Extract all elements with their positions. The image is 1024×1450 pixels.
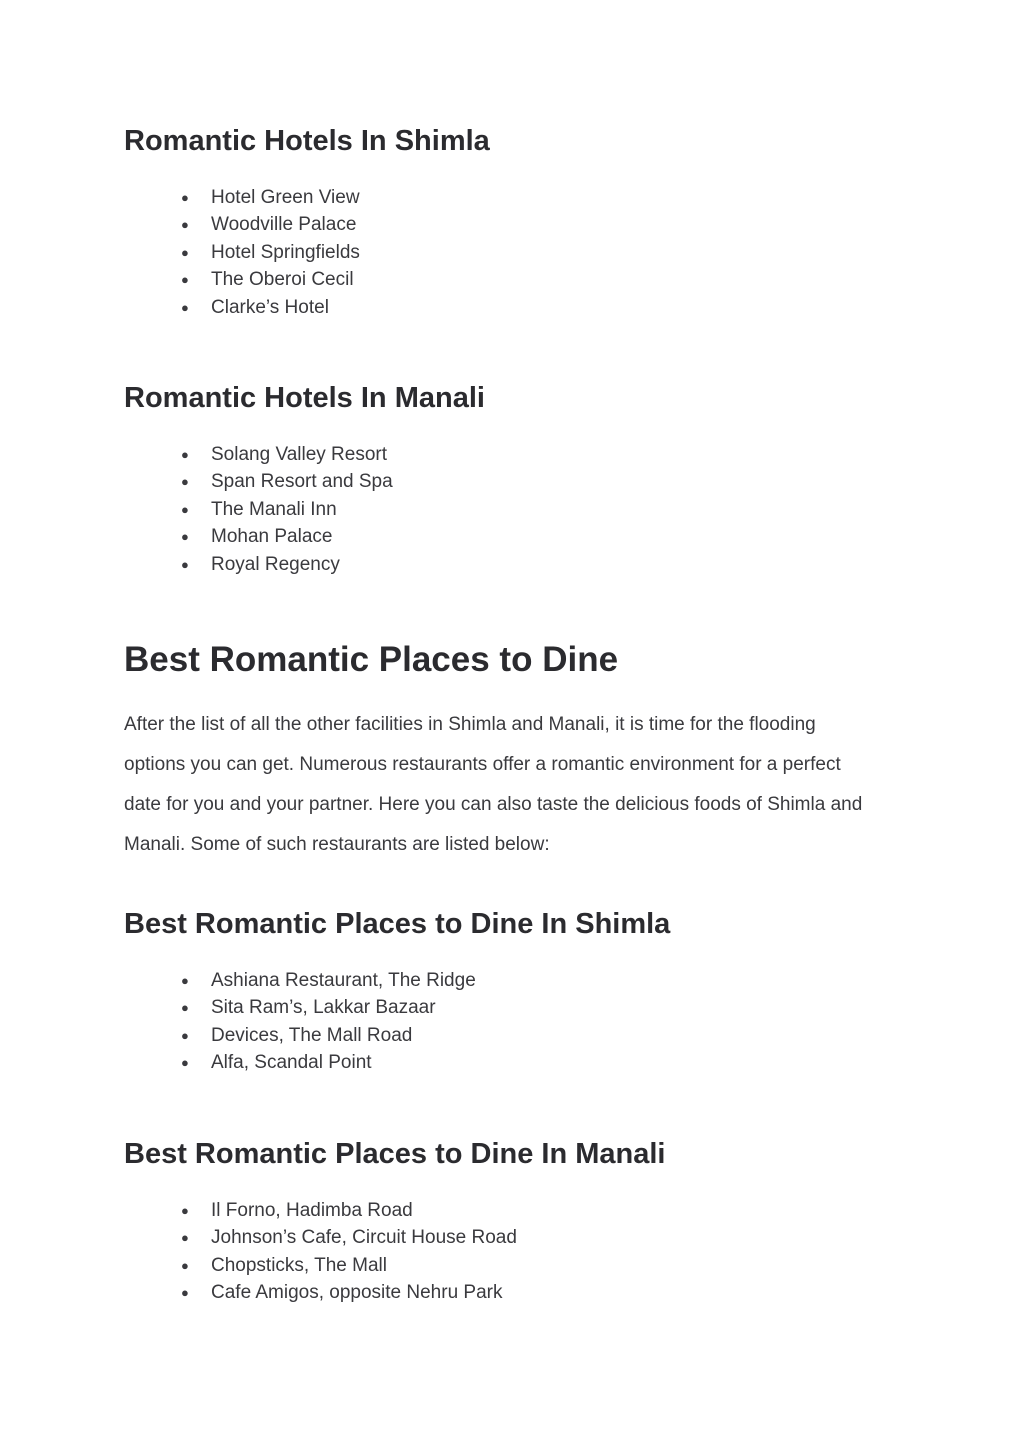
bullet-icon: ●: [181, 447, 189, 462]
bullet-icon: ●: [181, 272, 189, 288]
page-title: Best Romantic Places to Dine: [124, 640, 619, 679]
list-item-label: Il Forno, Hadimba Road: [211, 1200, 413, 1221]
bullet-icon: ●: [181, 973, 189, 988]
list-item-label: Mohan Palace: [211, 526, 333, 548]
list-item-label: Sita Ram’s, Lakkar Bazaar: [211, 997, 436, 1019]
bullet-icon: ●: [181, 1203, 189, 1218]
bullet-icon: ●: [181, 1000, 189, 1016]
bullet-icon: ●: [181, 1055, 189, 1071]
list-item-label: Span Resort and Spa: [211, 471, 393, 493]
paragraph-line: After the list of all the other facilities in Shimla and Manali, it is time for the flooding: [124, 714, 816, 735]
list-item-label: Cafe Amigos, opposite Nehru Park: [211, 1282, 503, 1304]
list-item-label: Solang Valley Resort: [211, 444, 388, 465]
section-heading: Best Romantic Places to Dine In Shimla: [124, 908, 671, 940]
list-item-label: Devices, The Mall Road: [211, 1024, 413, 1046]
list-item-label: Hotel Green View: [211, 187, 360, 208]
paragraph-line: options you can get. Numerous restaurants offer a romantic environment for a perfect: [124, 754, 841, 775]
paragraph-line: date for you and your partner. Here you can also taste the delicious foods of Shimla and: [124, 794, 863, 815]
bullet-icon: ●: [181, 1230, 189, 1246]
list-item-label: The Manali Inn: [211, 498, 337, 520]
intro-paragraph: [124, 705, 914, 865]
bullet-icon: ●: [181, 529, 189, 545]
bullet-icon: ●: [181, 217, 189, 233]
bullet-icon: ●: [181, 501, 189, 517]
section-heading: Romantic Hotels In Manali: [124, 382, 485, 414]
bullet-icon: ●: [181, 244, 189, 260]
section-heading: Best Romantic Places to Dine In Manali: [124, 1138, 666, 1170]
list-item-label: Hotel Springfields: [211, 241, 360, 263]
bullet-icon: ●: [181, 556, 189, 572]
list-item-label: Woodville Palace: [211, 214, 357, 236]
bullet-icon: ●: [181, 1257, 189, 1273]
list-item-label: The Oberoi Cecil: [211, 269, 354, 291]
paragraph-line: Manali. Some of such restaurants are listed below:: [124, 834, 550, 855]
bullet-icon: ●: [181, 190, 189, 205]
list-item-label: Royal Regency: [211, 553, 340, 575]
list-item-label: Chopsticks, The Mall: [211, 1254, 387, 1276]
bullet-icon: ●: [181, 474, 189, 490]
bullet-icon: ●: [181, 1285, 189, 1301]
list-item-label: Ashiana Restaurant, The Ridge: [211, 970, 476, 991]
bullet-icon: ●: [181, 299, 189, 315]
section-heading: Romantic Hotels In Shimla: [124, 125, 490, 157]
list-item-label: Johnson’s Cafe, Circuit House Road: [211, 1227, 517, 1249]
list-item-label: Clarke’s Hotel: [211, 296, 329, 318]
bullet-icon: ●: [181, 1027, 189, 1043]
list-item-label: Alfa, Scandal Point: [211, 1052, 372, 1074]
